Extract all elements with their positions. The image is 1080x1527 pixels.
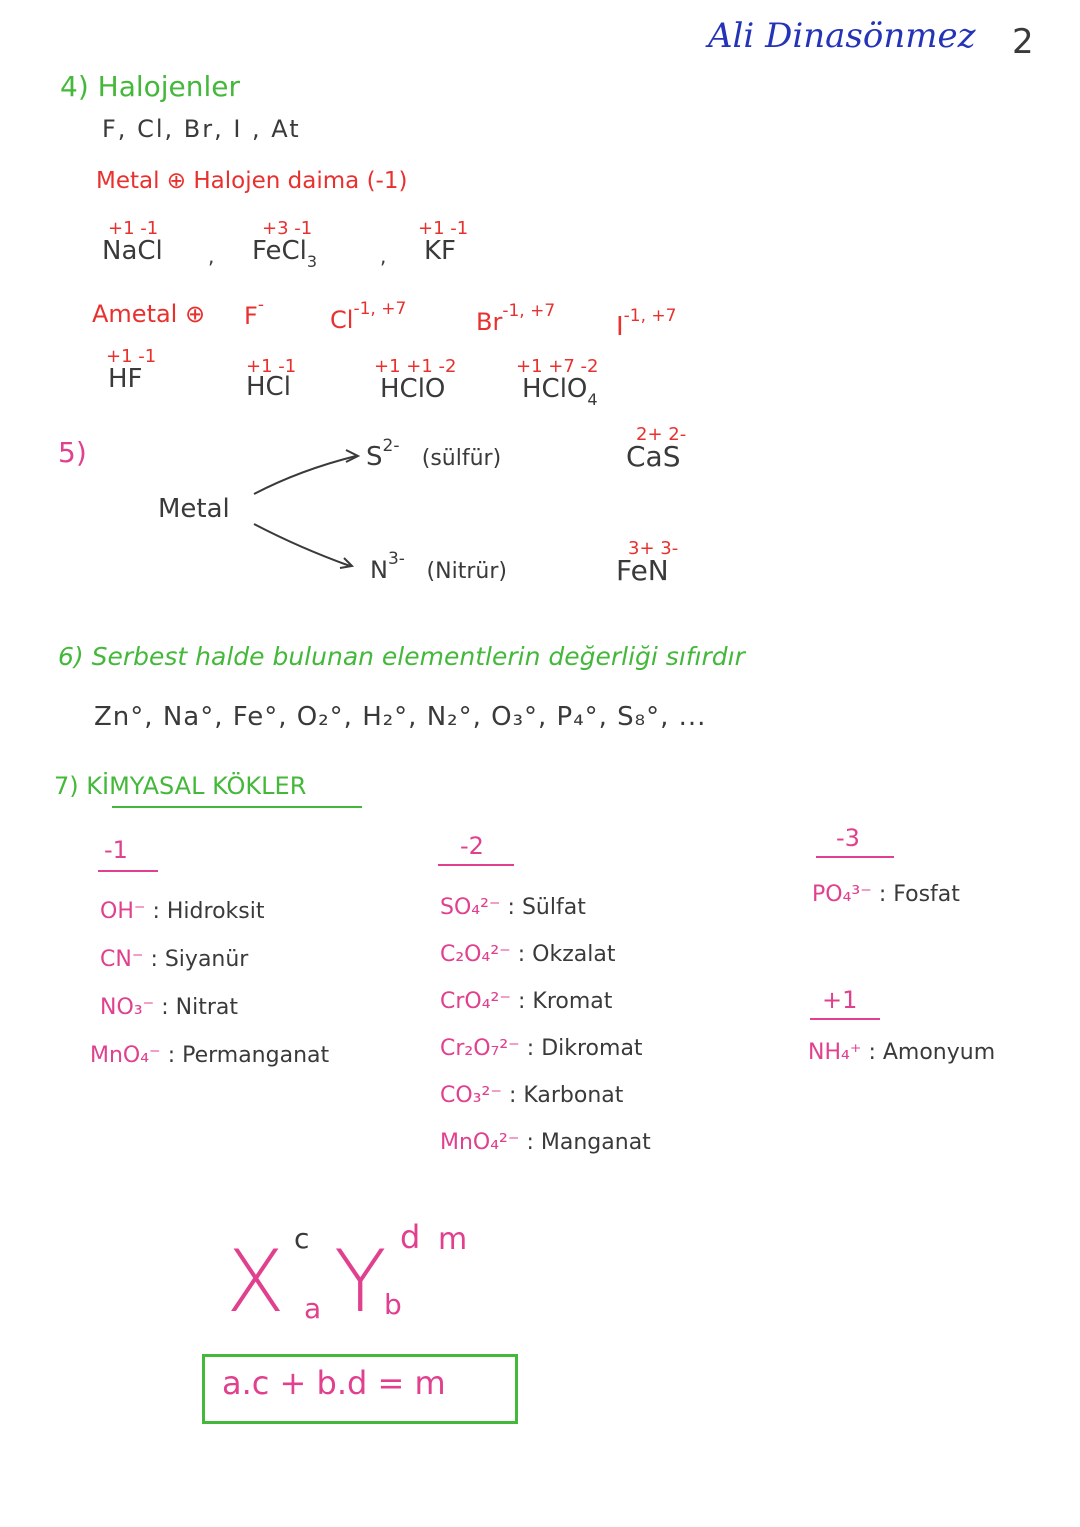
ion-formula: CrO₄²⁻: [440, 989, 511, 1014]
ion-formula: NO₃⁻: [100, 995, 155, 1020]
hclo4-sub: 4: [587, 390, 598, 409]
col3-head-line: [816, 856, 894, 858]
list-item: [440, 884, 651, 931]
ion-formula: CN⁻: [100, 947, 144, 972]
ion-name: : Permanganat: [167, 1043, 330, 1068]
ion-name: : Sülfat: [507, 895, 586, 920]
section-6-title: 6) Serbest halde bulunan elementlerin değerliği sıfırdır: [58, 642, 745, 671]
halogen-list: F, Cl, Br, I , At: [102, 115, 301, 143]
list-item: [440, 1072, 651, 1119]
hcl-formula: HCl: [246, 372, 291, 402]
fecl3-sub: 3: [306, 252, 318, 271]
ion-name: : Fosfat: [878, 882, 960, 907]
ion-formula: OH⁻: [100, 899, 146, 924]
list-item: [440, 978, 651, 1025]
list-item: [100, 936, 329, 984]
col3-list2: [808, 1030, 995, 1076]
list-item: [440, 1025, 651, 1072]
i-symbol: I: [616, 312, 624, 342]
col1-head-line: [98, 870, 158, 872]
hclo4-text: HClO: [522, 374, 588, 404]
hclo4-ox: +1 +7 -2: [516, 356, 599, 377]
sulfide-ion: [366, 436, 502, 472]
formula-a: a: [304, 1292, 322, 1325]
ion-formula: CO₃²⁻: [440, 1083, 502, 1108]
n-symbol: N: [370, 556, 388, 584]
ion-formula: NH₄⁺: [808, 1040, 862, 1065]
list-item: [100, 984, 329, 1032]
col3-head2: +1: [822, 986, 858, 1014]
fecl3-text: FeCl: [252, 236, 307, 266]
equation-text: a.c + b.d = m: [222, 1364, 446, 1402]
ion-formula: MnO₄²⁻: [440, 1130, 520, 1155]
formula-b: b: [384, 1288, 402, 1321]
formula-x: X: [226, 1232, 285, 1332]
nitride-ion: [370, 549, 507, 584]
s-symbol: S: [366, 442, 383, 472]
list-item: [100, 888, 329, 936]
formula-c: c: [294, 1222, 310, 1255]
free-elements-list: Zn°, Na°, Fe°, O₂°, H₂°, N₂°, O₃°, P₄°, S₈°, ...: [94, 702, 707, 732]
branch-arrows: [0, 0, 1080, 600]
author-name: Ali Dinasönmez: [708, 16, 976, 56]
col3-head2-line: [810, 1018, 880, 1020]
section-7-underline: [112, 806, 362, 808]
formula-d: d: [400, 1218, 421, 1256]
fecl3-ox: +3 -1: [262, 218, 313, 239]
ion-name: : Kromat: [517, 989, 613, 1014]
f-charge: -: [257, 295, 264, 315]
list-item: [90, 1032, 329, 1080]
metal-halogen-rule: Metal ⊕ Halojen daima (-1): [96, 168, 408, 194]
f-symbol: F: [244, 302, 258, 330]
page-number: 2: [1012, 22, 1034, 62]
hf-formula: HF: [108, 364, 143, 394]
fen-ox: 3+ 3-: [628, 538, 679, 559]
col3-head: -3: [836, 824, 860, 852]
formula-m: m: [438, 1222, 468, 1257]
metal-label: Metal: [158, 494, 230, 524]
col2-head-line: [438, 864, 514, 866]
section-7-title: [54, 772, 306, 800]
col2-list: [440, 884, 651, 1166]
formula-y: Y: [334, 1232, 387, 1332]
ion-formula: C₂O₄²⁻: [440, 942, 511, 967]
s-charge: 2-: [382, 436, 400, 456]
nacl-formula: NaCl: [102, 236, 163, 266]
comma: ,: [380, 244, 387, 268]
ion-name: : Okzalat: [517, 942, 616, 967]
ametal-label: Ametal ⊕: [92, 300, 206, 328]
ion-name: : Karbonat: [508, 1083, 624, 1108]
hf-ox: +1 -1: [106, 346, 157, 367]
col3-list: [812, 872, 960, 918]
fen-formula: FeN: [616, 554, 669, 587]
list-item: [812, 872, 960, 918]
ion-formula: Cr₂O₇²⁻: [440, 1036, 520, 1061]
cas-ox: 2+ 2-: [636, 424, 687, 445]
ion-formula: MnO₄⁻: [90, 1043, 161, 1068]
hclo-ox: +1 +1 -2: [374, 356, 457, 377]
i-charge: -1, +7: [623, 306, 677, 326]
n-charge: 3-: [387, 549, 405, 569]
br-charge: -1, +7: [502, 301, 556, 321]
kf-ox: +1 -1: [418, 218, 469, 239]
cas-formula: CaS: [626, 440, 681, 473]
cl-symbol: Cl: [330, 306, 354, 334]
hclo-formula: HClO: [380, 374, 446, 404]
col1-list: [90, 888, 330, 1080]
kf-formula: KF: [424, 236, 457, 266]
ion-formula: SO₄²⁻: [440, 895, 501, 920]
section-4-title: 4) Halojenler: [60, 70, 241, 103]
col1-head: -1: [104, 836, 128, 864]
list-item: [808, 1030, 995, 1076]
nacl-ox: +1 -1: [108, 218, 159, 239]
ion-name: : Nitrat: [161, 995, 238, 1020]
list-item: [440, 931, 651, 978]
ion-name: : Manganat: [526, 1130, 651, 1155]
section-7-title-text: 7) KİMYASAL KÖKLER: [54, 772, 307, 800]
ion-name: : Hidroksit: [152, 899, 265, 924]
s-name: (sülfür): [421, 446, 502, 471]
cl-charge: -1, +7: [353, 299, 407, 319]
ion-formula: PO₄³⁻: [812, 882, 872, 907]
comma: ,: [208, 244, 215, 268]
hcl-ox: +1 -1: [246, 356, 297, 377]
n-name: (Nitrür): [426, 559, 507, 584]
section-5-number: 5): [58, 436, 87, 469]
br-symbol: Br: [476, 308, 503, 336]
list-item: [440, 1119, 651, 1166]
ion-name: : Amonyum: [868, 1040, 996, 1065]
ion-name: : Dikromat: [526, 1036, 643, 1061]
ion-name: : Siyanür: [150, 947, 249, 972]
col2-head: -2: [460, 832, 484, 860]
